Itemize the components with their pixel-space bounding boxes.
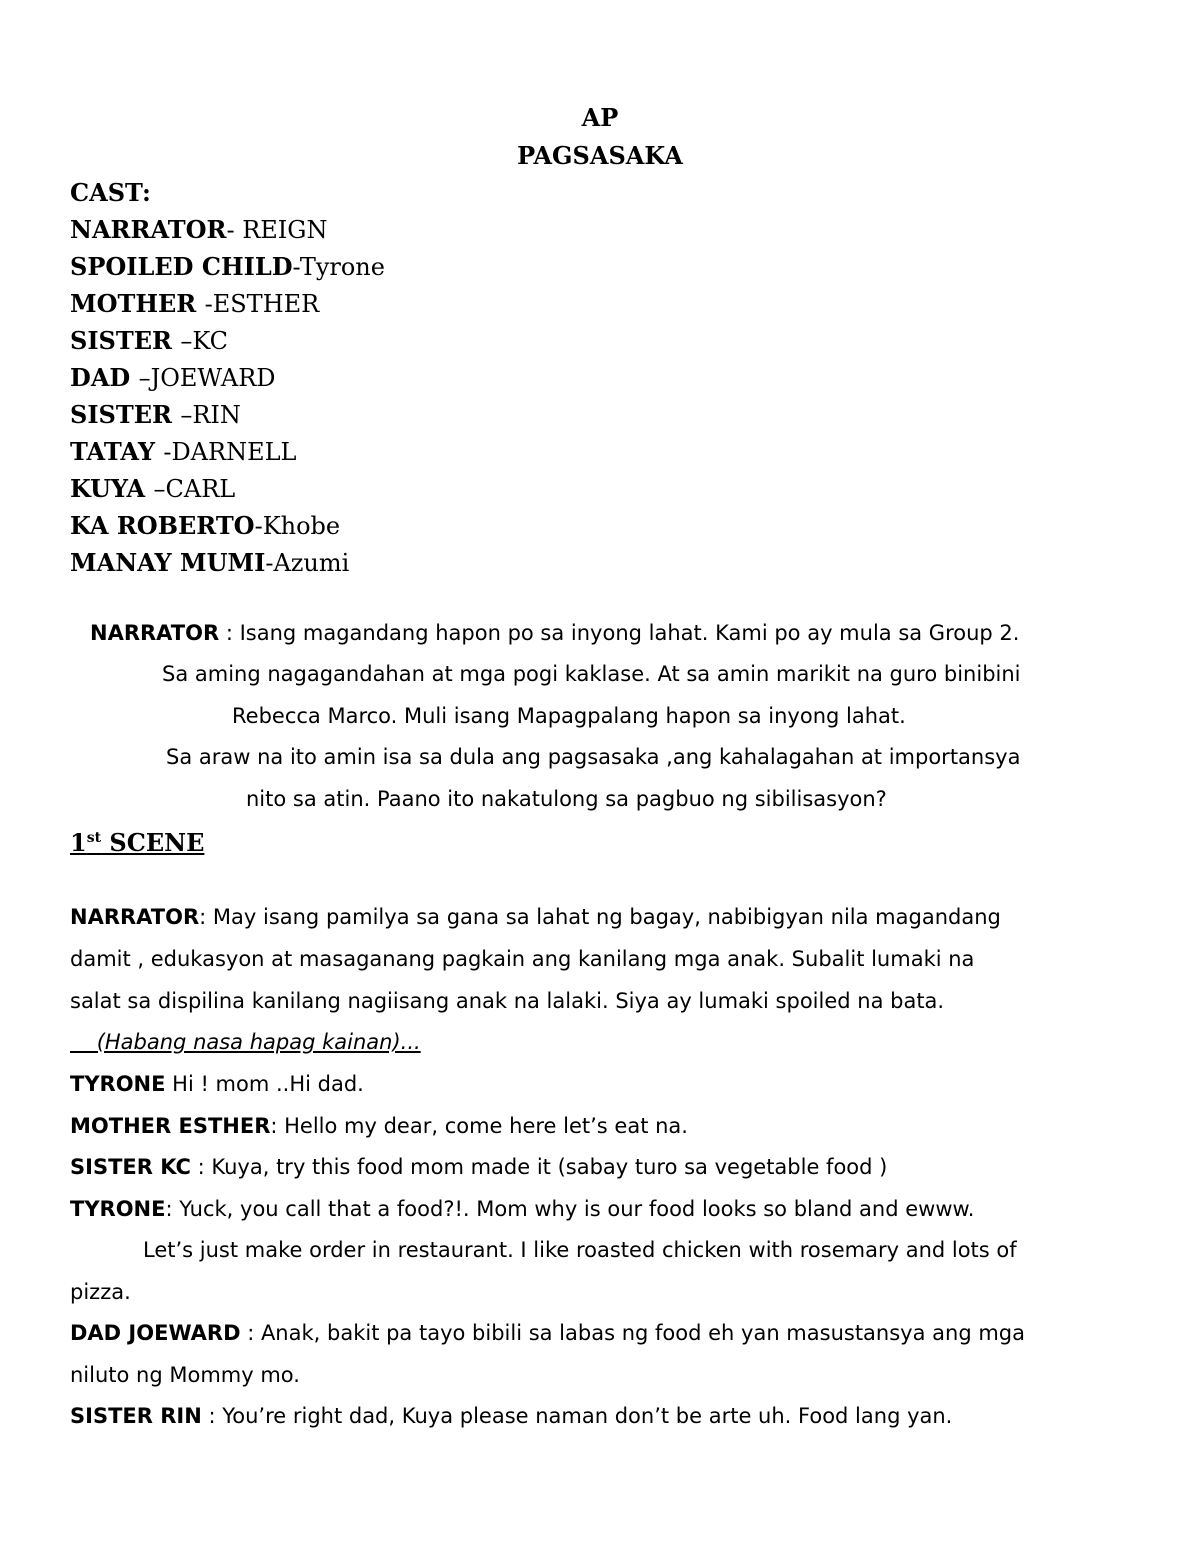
speaker-name: SISTER KC [70, 1155, 191, 1179]
narration-line: salat sa dispilina kanilang nagiisang anak na lalaki. Siya ay lumaki spoiled na bata. [70, 989, 945, 1013]
speaker-name: NARRATOR [70, 905, 200, 929]
scene-number: 1 [70, 828, 87, 857]
cast-separator: - [163, 438, 172, 466]
cast-actor: JOEWARD [150, 364, 276, 392]
narration-line: damit , edukasyon at masaganang pagkain ang kanilang mga anak. Subalit lumaki na [70, 947, 975, 971]
cast-member [70, 326, 228, 355]
dialogue-line [70, 1404, 952, 1428]
cast-actor: CARL [165, 475, 236, 503]
speaker-name: TYRONE [70, 1072, 166, 1096]
speaker-name: DAD JOEWARD [70, 1321, 241, 1345]
speaker-name: SISTER RIN [70, 1404, 202, 1428]
intro-line: Sa aming nagagandahan at mga pogi kaklase. At sa amin marikit na guro binibini [162, 662, 1021, 686]
cast-separator: – [138, 364, 151, 392]
dialogue-line: pizza. [70, 1280, 131, 1304]
dialogue-text: : Kuya, try this food mom made it (sabay turo sa vegetable food ) [190, 1155, 888, 1179]
narration-line [70, 905, 1001, 929]
cast-actor: DARNELL [171, 438, 297, 466]
cast-role: MOTHER [70, 289, 205, 318]
scene-suffix: st [86, 830, 102, 846]
cast-role: MANAY MUMI [70, 548, 266, 577]
cast-member [70, 363, 276, 392]
cast-member [70, 400, 241, 429]
dialogue-line: niluto ng Mommy mo. [70, 1363, 300, 1387]
scene-label: SCENE [101, 828, 205, 857]
dialogue-line [70, 1114, 688, 1138]
cast-member [70, 215, 327, 244]
dialogue-text: : Hello my dear, come here let’s eat na. [270, 1114, 688, 1138]
cast-separator: - [226, 216, 243, 244]
cast-heading: CAST: [70, 178, 151, 207]
speaker-name: MOTHER ESTHER [70, 1114, 271, 1138]
cast-separator: - [265, 549, 274, 577]
cast-role: TATAY [70, 437, 164, 466]
cast-actor: ESTHER [212, 290, 320, 318]
cast-member [70, 252, 385, 281]
speaker-name: TYRONE [70, 1197, 166, 1221]
cast-member [70, 511, 340, 540]
cast-role: SISTER [70, 400, 181, 429]
cast-separator: – [153, 475, 166, 503]
play-title: PAGSASAKA [517, 141, 683, 170]
cast-role: KUYA [70, 474, 154, 503]
dialogue-text: : You’re right dad, Kuya please naman don’t be arte uh. Food lang yan. [201, 1404, 953, 1428]
dialogue-text: : Anak, bakit pa tayo bibili sa labas ng food eh yan masustansya ang mga [240, 1321, 1025, 1345]
cast-role: KA ROBERTO [70, 511, 255, 540]
cast-actor: KC [192, 327, 228, 355]
cast-member [70, 548, 349, 577]
cast-separator: – [180, 401, 193, 429]
dialogue-line [70, 1155, 887, 1179]
cast-actor: Tyrone [299, 253, 385, 281]
cast-role: SISTER [70, 326, 181, 355]
intro-line: Rebecca Marco. Muli isang Mapagpalang hapon sa inyong lahat. [232, 704, 906, 728]
narration-text: : May isang pamilya sa gana sa lahat ng bagay, nabibigyan nila magandang [199, 905, 1001, 929]
cast-actor: Khobe [262, 512, 341, 540]
cast-actor: Azumi [273, 549, 350, 577]
dialogue-line [70, 1197, 974, 1221]
cast-separator: – [180, 327, 193, 355]
stage-direction: (Habang nasa hapag kainan)... [70, 1030, 421, 1054]
cast-member [70, 474, 235, 503]
cast-role: SPOILED CHILD [70, 252, 293, 281]
dialogue-text: Hi ! mom ..Hi dad. [165, 1072, 364, 1096]
cast-actor: RIN [192, 401, 241, 429]
cast-member [70, 289, 319, 318]
intro-line [90, 621, 1019, 645]
cast-separator: - [254, 512, 263, 540]
dialogue-text: : Yuck, you call that a food?!. Mom why is our food looks so bland and ewww. [165, 1197, 975, 1221]
cast-role: DAD [70, 363, 139, 392]
intro-line: nito sa atin. Paano ito nakatulong sa pagbuo ng sibilisasyon? [246, 787, 887, 811]
intro-text: : Isang magandang hapon po sa inyong lahat. Kami po ay mula sa Group 2. [219, 621, 1020, 645]
cast-separator: - [292, 253, 300, 281]
dialogue-line: Let’s just make order in restaurant. I like roasted chicken with rosemary and lots of [143, 1238, 1017, 1262]
dialogue-line [70, 1321, 1025, 1345]
cast-role: NARRATOR [70, 215, 227, 244]
speaker-name: NARRATOR [90, 621, 220, 645]
dialogue-line [70, 1072, 364, 1096]
intro-line: Sa araw na ito amin isa sa dula ang pagsasaka ,ang kahalagahan at importansya [166, 745, 1021, 769]
scene-heading [70, 828, 204, 857]
cast-actor: REIGN [242, 216, 328, 244]
subject-title: AP [581, 103, 619, 132]
cast-member [70, 437, 296, 466]
cast-separator: - [204, 290, 213, 318]
